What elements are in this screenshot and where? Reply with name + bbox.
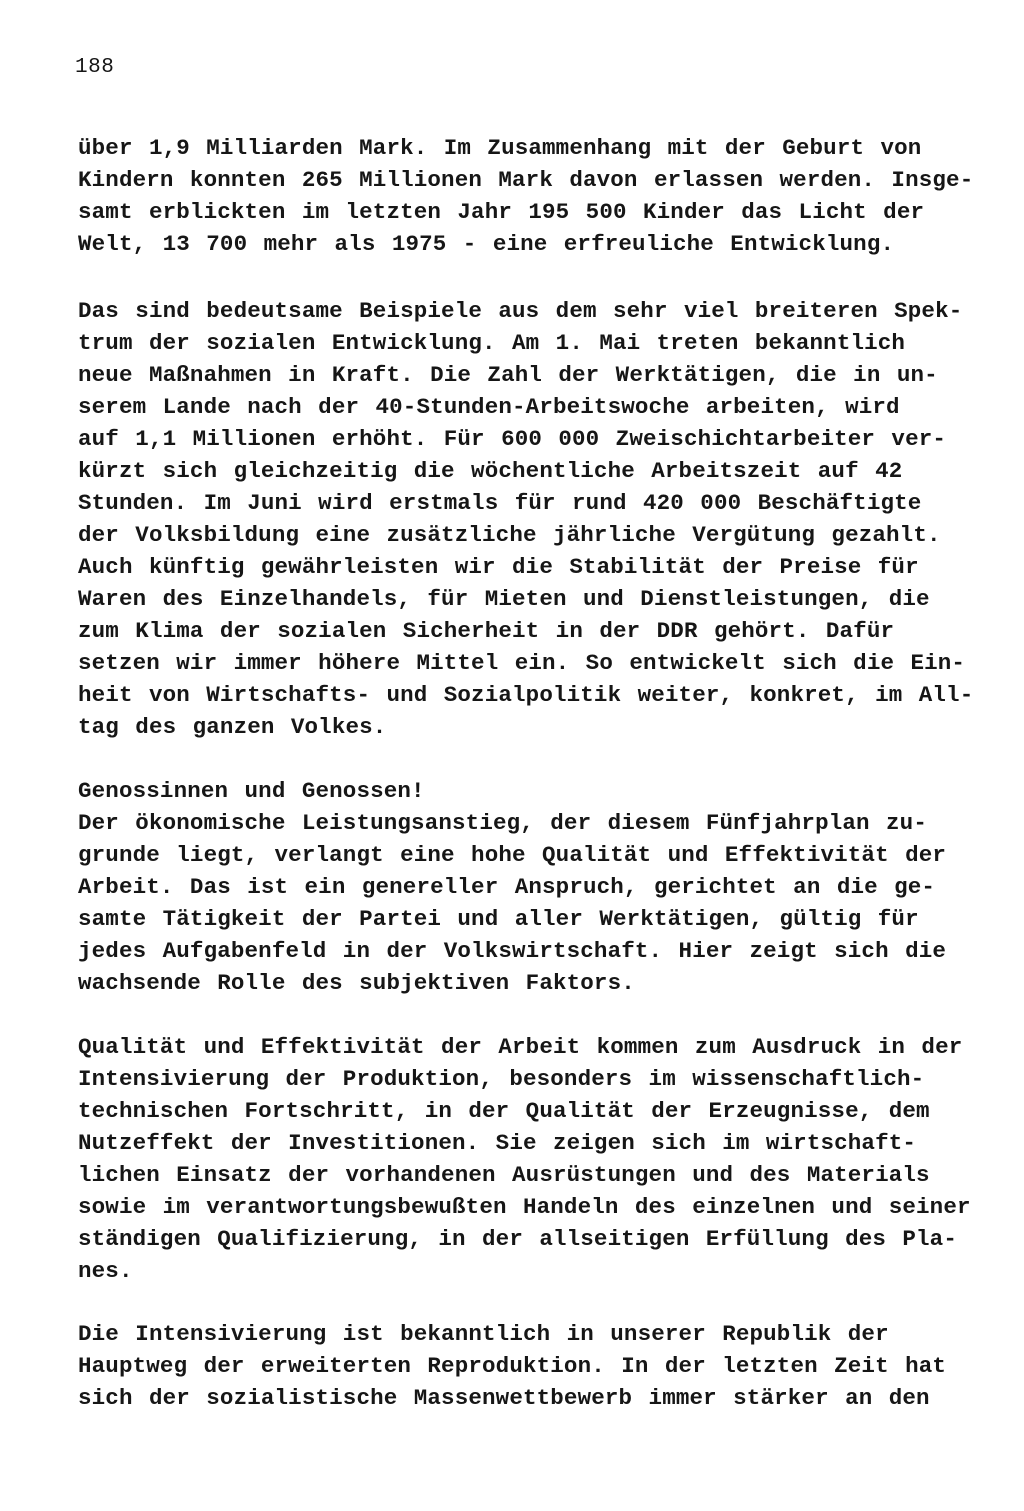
- text-line: sowie im verantwortungsbewußten Handeln des einzelnen und seiner: [78, 1194, 971, 1220]
- text-line: der Volksbildung eine zusätzliche jährliche Vergütung gezahlt.: [78, 522, 941, 548]
- paragraph-2: [78, 295, 978, 743]
- text-line: Der ökonomische Leistungsanstieg, der diesem Fünfjahrplan zu-: [78, 810, 927, 836]
- text-line: Kindern konnten 265 Millionen Mark davon erlassen werden. Insge-: [78, 167, 974, 193]
- text-line: samt erblickten im letzten Jahr 195 500 Kinder das Licht der: [78, 199, 925, 225]
- text-line: wachsende Rolle des subjektiven Faktors.: [78, 970, 635, 996]
- text-line: Stunden. Im Juni wird erstmals für rund 420 000 Beschäftigte: [78, 490, 922, 516]
- salutation-line: Genossinnen und Genossen!: [78, 778, 425, 804]
- text-line: serem Lande nach der 40-Stunden-Arbeitswoche arbeiten, wird: [78, 394, 900, 420]
- paragraph-3: [78, 775, 978, 999]
- text-line: jedes Aufgabenfeld in der Volkswirtschaft. Hier zeigt sich die: [78, 938, 947, 964]
- text-line: tag des ganzen Volkes.: [78, 714, 387, 740]
- text-line: neue Maßnahmen in Kraft. Die Zahl der Werktätigen, die in un-: [78, 362, 938, 388]
- text-line: Qualität und Effektivität der Arbeit kommen zum Ausdruck in der: [78, 1034, 963, 1060]
- text-line: Welt, 13 700 mehr als 1975 - eine erfreuliche Entwicklung.: [78, 231, 895, 257]
- text-line: kürzt sich gleichzeitig die wöchentliche Arbeitszeit auf 42: [78, 458, 903, 484]
- text-line: Arbeit. Das ist ein genereller Anspruch, gerichtet an die ge-: [78, 874, 936, 900]
- text-line: zum Klima der sozialen Sicherheit in der DDR gehört. Dafür: [78, 618, 895, 644]
- text-line: Intensivierung der Produktion, besonders im wissenschaftlich-: [78, 1066, 925, 1092]
- text-line: Nutzeffekt der Investitionen. Sie zeigen sich im wirtschaft-: [78, 1130, 917, 1156]
- paragraph-4: [78, 1031, 978, 1287]
- text-line: samte Tätigkeit der Partei und aller Werktätigen, gültig für: [78, 906, 919, 932]
- text-line: ständigen Qualifizierung, in der allseitigen Erfüllung des Pla-: [78, 1226, 957, 1252]
- text-line: lichen Einsatz der vorhandenen Ausrüstungen und des Materials: [78, 1162, 930, 1188]
- text-line: Auch künftig gewährleisten wir die Stabilität der Preise für: [78, 554, 919, 580]
- text-line: heit von Wirtschafts- und Sozialpolitik weiter, konkret, im All-: [78, 682, 974, 708]
- text-line: Das sind bedeutsame Beispiele aus dem sehr viel breiteren Spek-: [78, 298, 963, 324]
- text-line: setzen wir immer höhere Mittel ein. So entwickelt sich die Ein-: [78, 650, 966, 676]
- text-line: Die Intensivierung ist bekanntlich in unserer Republik der: [78, 1321, 889, 1347]
- text-line: Hauptweg der erweiterten Reproduktion. In der letzten Zeit hat: [78, 1353, 947, 1379]
- text-line: nes.: [78, 1258, 133, 1284]
- text-line: technischen Fortschritt, in der Qualität der Erzeugnisse, dem: [78, 1098, 930, 1124]
- text-line: trum der sozialen Entwicklung. Am 1. Mai treten bekanntlich: [78, 330, 906, 356]
- text-line: sich der sozialistische Massenwettbewerb immer stärker an den: [78, 1385, 930, 1411]
- paragraph-5: [78, 1318, 978, 1414]
- text-line: auf 1,1 Millionen erhöht. Für 600 000 Zweischichtarbeiter ver-: [78, 426, 947, 452]
- text-line: Waren des Einzelhandels, für Mieten und Dienstleistungen, die: [78, 586, 930, 612]
- text-line: über 1,9 Milliarden Mark. Im Zusammenhang mit der Geburt von: [78, 135, 922, 161]
- paragraph-1: [78, 132, 978, 260]
- page-number: 188: [75, 56, 115, 79]
- text-line: grunde liegt, verlangt eine hohe Qualität und Effektivität der: [78, 842, 947, 868]
